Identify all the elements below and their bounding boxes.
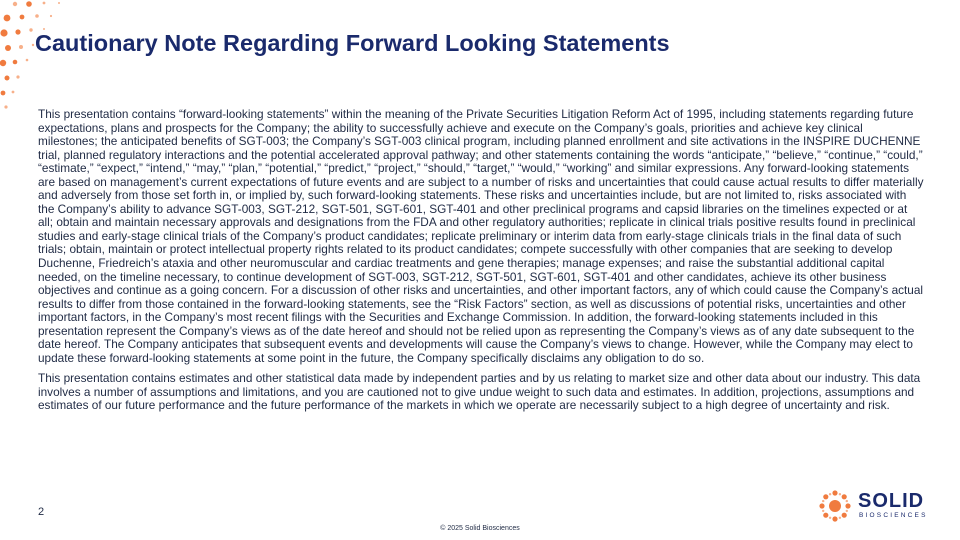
- slide-title: Cautionary Note Regarding Forward Looking Statements: [35, 30, 670, 56]
- market-data-paragraph: This presentation contains estimates and other statistical data made by independent parties and by us relating to market size and other data about our industry. This data involves a number of assumptions and limitations, and you are cautioned not to give undue weight to such data and estimates. In addition, projections, assumptions and estimates of our future performance and the future performance of the markets in which we operate are necessarily subject to a high degree of uncertainty and risk.: [38, 371, 921, 413]
- solid-dot-ring-logo-icon: [817, 488, 853, 524]
- company-logo: [817, 488, 937, 524]
- copyright-footer: © 2025 Solid Biosciences: [440, 525, 520, 532]
- logo-subtext: BIOSCIENCES: [859, 512, 928, 519]
- forward-looking-paragraph: This presentation contains “forward-looking statements” within the meaning of the Private Securities Litigation Reform Act of 1995, including statements regarding future expectations, plans and prospects for the Company; the ability to successfully achieve and execute on the Company’s goals, priorities and achieve key clinical milestones; the anticipated benefits of SGT-003; the Company’s SGT-003 clinical program, including planned enrollment and site activations in the INSPIRE DUCHENNE trial, planned regulatory interactions and the potential accelerated approval pathway; and other statements containing the words “anticipate,” “believe,” “continue,” “could,” “estimate,” “expect,” “intend,” “may,” “plan,” “potential,” “predict,” “project,” “should,” “target,” “would,” “working” and similar expressions. Any forward-looking statements are based on management’s current expectations of future events and are subject to a number of risks and uncertainties that could cause actual results to differ materially and adversely from those set forth in, or implied by, such forward-looking statements. These risks and uncertainties include, but are not limited to, risks associated with the Company’s ability to advance SGT-003, SGT-212, SGT-501, SGT-601, SGT-401 and other preclinical programs and capsid libraries on the timelines expected or at all; obtain and maintain necessary approvals and designations from the FDA and other regulatory authorities; replicate in clinical trials positive results found in preclinical studies and early-stage clinical trials of the Company’s product candidates; replicate preliminary or interim data from early-stage clinicals trials in the final data of such trials; obtain, maintain or protect intellectual property rights related to its product candidates; compete successfully with other companies that are seeking to develop Duchenne, Friedreich’s ataxia and other neuromuscular and cardiac treatments and gene therapies; manage expenses; and raise the substantial additional capital needed, on the timeline necessary, to continue development of SGT-003, SGT-212, SGT-501, SGT-601, SGT-401 and other candidates, achieve its other business objectives and continue as a going concern. For a discussion of other risks and uncertainties, and other important factors, any of which could cause the Company’s actual results to differ from those contained in the forward-looking statements, see the “Risk Factors” section, as well as discussions of potential risks, uncertainties and other important factors, in the Company’s most recent filings with the Securities and Exchange Commission. In addition, the forward-looking statements included in this presentation represent the Company’s views as of the date hereof and should not be relied upon as representing the Company’s views as of any date subsequent to the date hereof. The Company anticipates that subsequent events and developments will cause the Company’s views to change. However, while the Company may elect to update these forward-looking statements at some point in the future, the Company specifically disclaims any obligation to do so.: [38, 107, 924, 365]
- logo-wordmark: SOLID: [858, 490, 925, 512]
- disclaimer-body: [38, 108, 924, 420]
- page-number: 2: [38, 506, 45, 518]
- orange-dot-pattern-icon: [0, 0, 90, 115]
